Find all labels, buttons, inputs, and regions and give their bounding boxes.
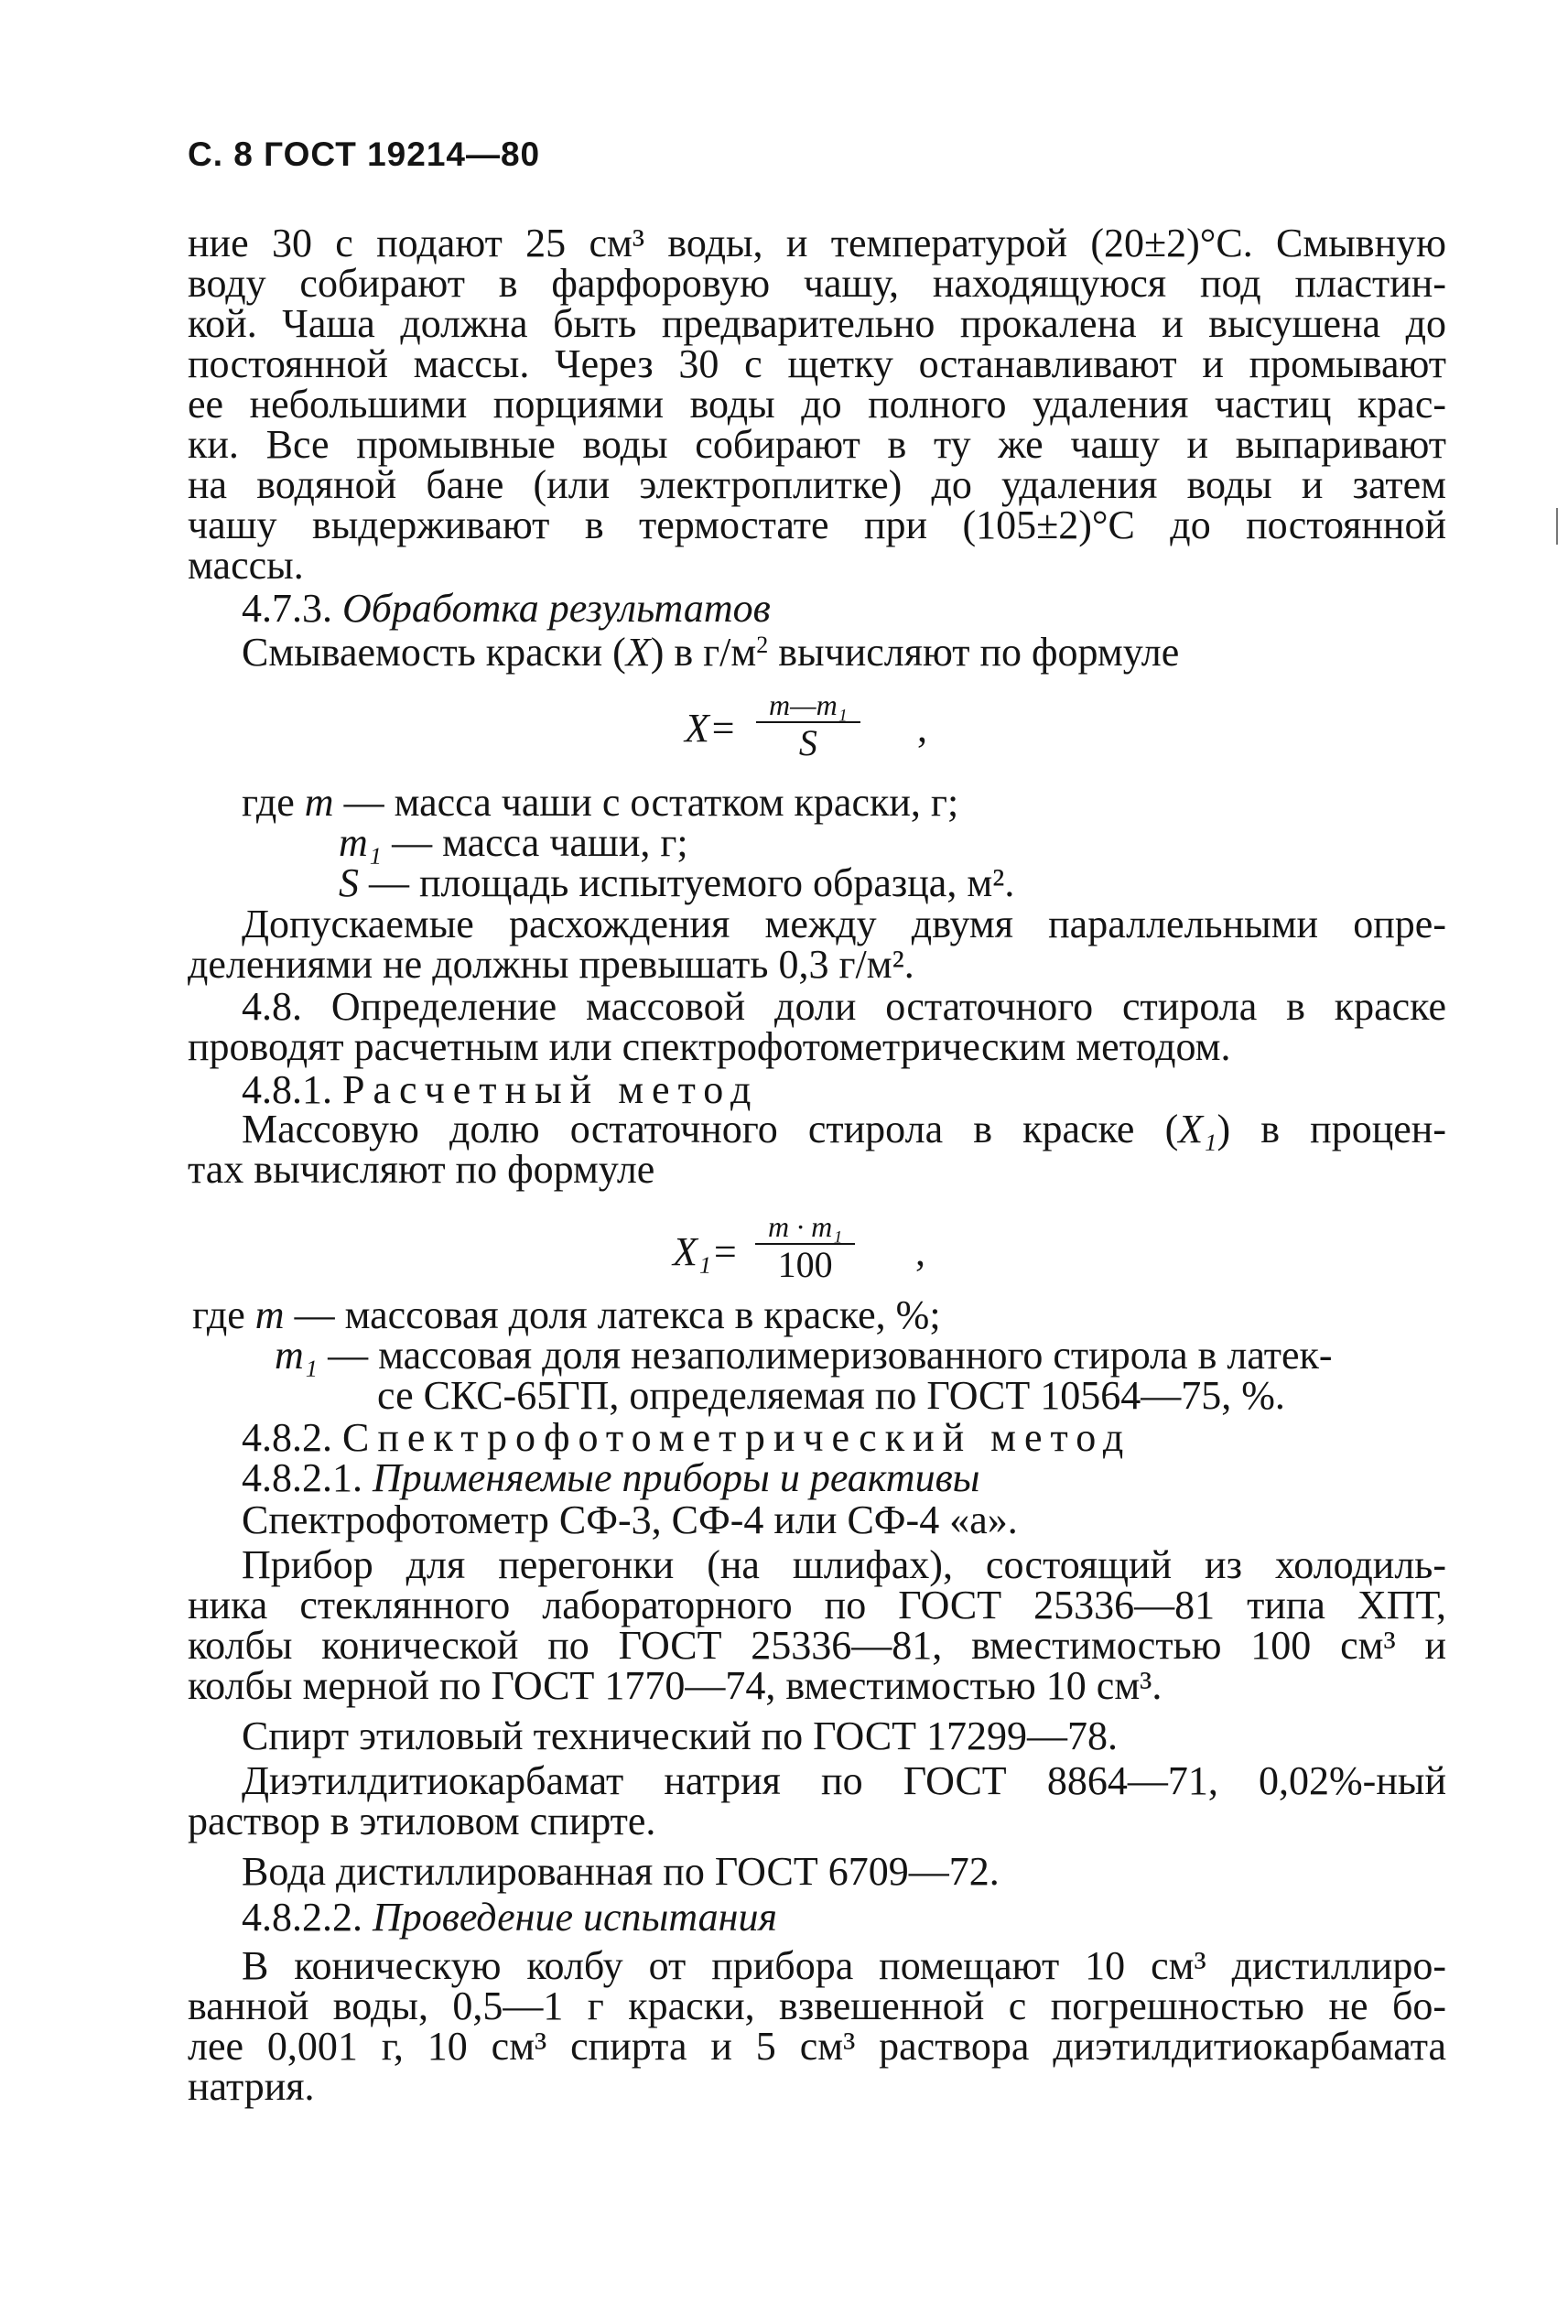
page-header: С. 8 ГОСТ 19214—80 [188,135,541,173]
formula-1 [685,705,737,751]
section-title: Обработка результатов [342,586,771,631]
paragraph-line: Диэтилдитиокарбамат натрия по ГОСТ 8864—71, 0,02%-ный [242,1758,1446,1803]
formula-2-fraction [755,1210,855,1285]
paragraph-line: ки. Все промывные воды собирают в ту же чашу и выпаривают [188,422,1446,467]
formula-tail: , [915,1229,925,1274]
paragraph-line: колбы мерной по ГОСТ 1770—74, вместимостью 10 см³. [188,1663,1162,1708]
paragraph-line: раствор в этиловом спирте. [188,1799,656,1843]
formula-lhs: X₁= [673,1229,739,1274]
paragraph-line: Прибор для перегонки (на шлифах), состоящий из холодиль- [242,1542,1446,1587]
where-line: се СКС-65ГП, определяемая по ГОСТ 10564—75, %. [377,1373,1285,1418]
reagent-line: Спирт этиловый технический по ГОСТ 17299—78. [242,1713,1119,1758]
paragraph-line: колбы конической по ГОСТ 25336—81, вместимостью 100 см³ и [188,1623,1446,1668]
formula-numerator: m · m₁ [768,1210,843,1243]
paragraph-line: тах вычисляют по формуле [188,1147,655,1192]
formula-tail: , [917,706,927,751]
paragraph-line: делениями не должны превышать 0,3 г/м². [188,942,914,987]
paragraph-line: массы. [188,543,304,588]
paragraph-line: 4.8. Определение массовой доли остаточного стирола в краске [242,984,1446,1029]
section-heading-4-8-2: 4.8.2. Спектрофотометрический метод [242,1415,1132,1460]
scan-margin-mark [1556,508,1558,545]
paragraph-line: кой. Чаша должна быть предварительно прокалена и высушена до [188,301,1446,346]
paragraph-line: лее 0,001 г, 10 см³ спирта и 5 см³ раствора диэтилдитиокарбамата [188,2024,1446,2069]
paragraph-line: на водяной бане (или электроплитке) до удаления воды и затем [188,462,1446,507]
paragraph-line: ние 30 с подают 25 см³ воды, и температурой (20±2)°С. Смывную [188,221,1446,265]
formula-lhs: X= [685,706,737,751]
where-line: m₁ — масса чаши, г; [339,820,688,865]
where-line: где m — массовая доля латекса в краске, %; [192,1292,941,1337]
paragraph-line: В коническую колбу от прибора помещают 10 см³ дистиллиро- [242,1943,1446,1988]
paragraph-line: натрия. [188,2064,315,2109]
paragraph-line: ника стеклянного лабораторного по ГОСТ 25336—81 типа ХПТ, [188,1583,1446,1627]
section-number: 4.7.3. [242,586,332,631]
formula-numerator: m—m₁ [769,688,848,721]
paragraph-line: Допускаемые расхождения между двумя параллельными опре- [242,902,1446,946]
where-line: где m — масса чаши с остатком краски, г; [242,780,959,825]
section-heading-4-8-1: 4.8.1. Расчетный метод [242,1067,760,1112]
paragraph-line: проводят расчетным или спектрофотометрическим методом. [188,1024,1231,1069]
where-line: S — площадь испытуемого образца, м². [339,860,1015,905]
section-heading-4-8-2-2: 4.8.2.2. Проведение испытания [242,1895,777,1940]
reagent-line: Вода дистиллированная по ГОСТ 6709—72. [242,1849,1000,1894]
formula-denominator: 100 [777,1244,833,1285]
paragraph-line: ванной воды, 0,5—1 г краски, взвешенной с погрешностью не бо- [188,1984,1446,2028]
formula-1-fraction [756,688,860,763]
formula-denominator: S [798,722,817,763]
reagent-line: Спектрофотометр СФ-3, СФ-4 или СФ-4 «а». [242,1497,1018,1542]
section-heading-4-8-2-1: 4.8.2.1. Применяемые приборы и реактивы [242,1455,980,1500]
paragraph-line: постоянной массы. Через 30 с щетку останавливают и промывают [188,341,1446,386]
formula-2 [673,1228,739,1275]
paragraph-line: чашу выдерживают в термостате при (105±2)°С до постоянной [188,503,1446,547]
formula-intro: Массовую долю остаточного стирола в краске (X₁) в процен- [242,1107,1447,1151]
where-line: m₁ — массовая доля незаполимеризованного стирола в латек- [275,1333,1333,1378]
section-heading-4-7-3 [242,586,771,632]
paragraph-line: воду собирают в фарфоровую чашу, находящуюся под пластин- [188,261,1446,306]
paragraph-line: ее небольшими порциями воды до полного удаления частиц крас- [188,382,1446,427]
formula-intro: Смываемость краски (X) в $г/м^2$ вычисляют по формуле [242,630,1180,675]
